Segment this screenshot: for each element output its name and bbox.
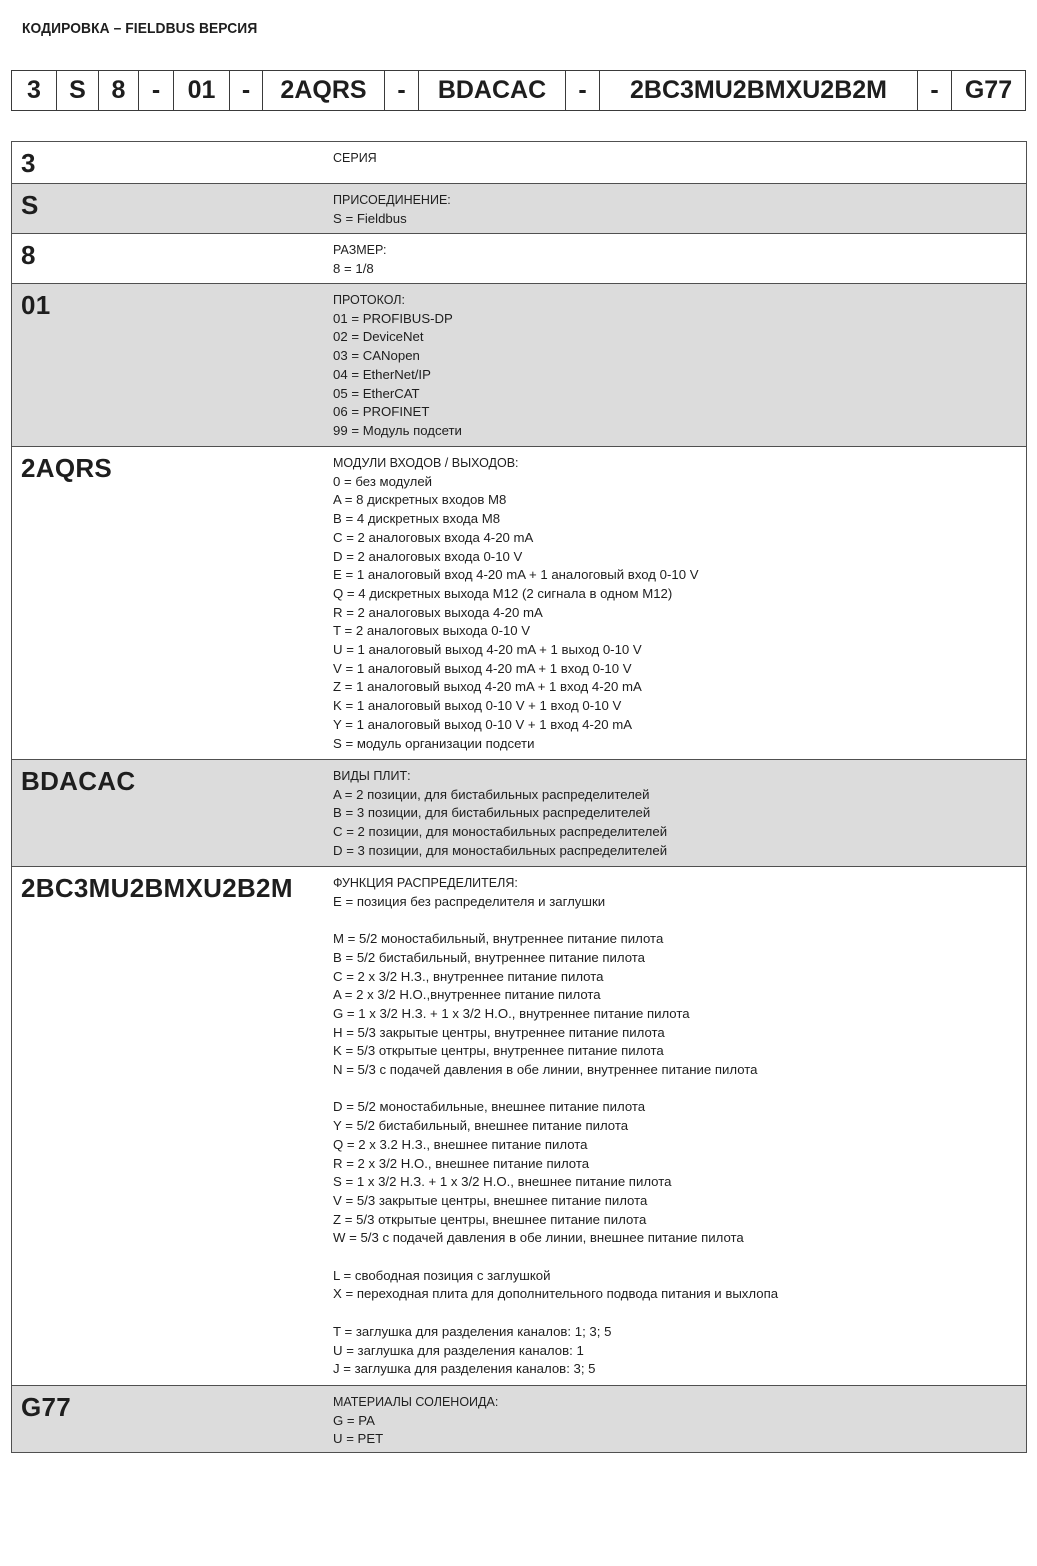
option-line: 8 = 1/8 — [333, 260, 374, 276]
option-line: B = 4 дискретных входа M8 — [333, 511, 501, 527]
option-line: 02 = DeviceNet — [333, 329, 424, 345]
option-line: V = 1 аналоговый выход 4-20 mA + 1 вход 0-10 V — [333, 660, 632, 676]
row-heading: МАТЕРИАЛЫ СОЛЕНОИДА: — [333, 1395, 499, 1409]
option-line: Q = 2 x 3.2 Н.З., внешнее питание пилота — [333, 1136, 588, 1152]
option-line: S = Fieldbus — [333, 210, 407, 226]
code-segment-dash: - — [138, 71, 173, 110]
code-segment-bases: BDACAC — [418, 71, 565, 110]
option-line: 04 = EtherNet/IP — [333, 366, 431, 382]
code-segment-valve-function: 2BC3MU2BMXU2B2M — [599, 71, 917, 110]
option-line: C = 2 x 3/2 Н.З., внутреннее питание пилота — [333, 968, 604, 984]
option-line: 05 = EtherCAT — [333, 385, 420, 401]
option-line: A = 8 дискретных входов M8 — [333, 492, 507, 508]
row-description — [333, 867, 1026, 1385]
option-line: S = модуль организации подсети — [333, 735, 535, 751]
option-line: D = 5/2 моностабильные, внешнее питание пилота — [333, 1099, 646, 1115]
option-line: Z = 5/3 открытые центры, внешнее питание пилота — [333, 1211, 647, 1227]
row-code: G77 — [21, 1392, 72, 1422]
row-heading: МОДУЛИ ВХОДОВ / ВЫХОДОВ: — [333, 456, 519, 470]
spacer — [333, 1304, 1018, 1323]
table-row — [12, 142, 1026, 183]
code-segment-size: 8 — [98, 71, 138, 110]
code-segment-dash: - — [384, 71, 418, 110]
row-code: 01 — [21, 290, 51, 320]
option-line: Z = 1 аналоговый выход 4-20 mA + 1 вход 4-20 mA — [333, 679, 642, 695]
table-row — [12, 233, 1026, 283]
option-line: A = 2 позиции, для бистабильных распределителей — [333, 786, 650, 802]
table-row — [12, 1385, 1026, 1452]
table-row — [12, 183, 1026, 233]
option-line: T = заглушка для разделения каналов: 1; 3; 5 — [333, 1323, 612, 1339]
option-line: J = заглушка для разделения каналов: 3; 5 — [333, 1361, 596, 1377]
row-description — [333, 760, 1026, 866]
row-code: 2AQRS — [21, 453, 113, 483]
table-row — [12, 283, 1026, 446]
option-line: Y = 1 аналоговый выход 0-10 V + 1 вход 4-20 mA — [333, 716, 632, 732]
row-heading: ПРИСОЕДИНЕНИЕ: — [333, 193, 451, 207]
option-line: 06 = PROFINET — [333, 404, 430, 420]
option-line: W = 5/3 с подачей давления в обе линии, внешнее питание пилота — [333, 1230, 744, 1246]
code-segment-solenoid: G77 — [951, 71, 1026, 110]
code-segment-connection: S — [56, 71, 98, 110]
row-description — [333, 447, 1026, 759]
row-code: 3 — [21, 148, 36, 178]
option-line: K = 5/3 открытые центры, внутреннее питание пилота — [333, 1043, 664, 1059]
row-description — [333, 142, 1026, 183]
option-line: U = 1 аналоговый выход 4-20 mA + 1 выход 0-10 V — [333, 642, 642, 658]
option-line: D = 2 аналоговых входа 0-10 V — [333, 548, 523, 564]
code-segment-io-modules: 2AQRS — [262, 71, 384, 110]
code-segment-dash: - — [229, 71, 262, 110]
option-line: A = 2 x 3/2 Н.О.,внутреннее питание пилота — [333, 987, 601, 1003]
option-line: L = свободная позиция с заглушкой — [333, 1267, 551, 1283]
option-line: 99 = Модуль подсети — [333, 422, 462, 438]
option-line: 01 = PROFIBUS-DP — [333, 310, 453, 326]
option-line: C = 2 позиции, для моностабильных распределителей — [333, 824, 668, 840]
row-code: 8 — [21, 240, 36, 270]
row-heading: ПРОТОКОЛ: — [333, 293, 405, 307]
code-bar — [11, 70, 1026, 111]
page-title: КОДИРОВКА – FIELDBUS ВЕРСИЯ — [22, 20, 258, 37]
row-description — [333, 184, 1026, 233]
coding-table — [11, 141, 1027, 1453]
option-line: E = позиция без распределителя и заглушки — [333, 893, 606, 909]
option-line: C = 2 аналоговых входа 4-20 mA — [333, 529, 534, 545]
option-line: U = PET — [333, 1431, 384, 1447]
option-line: G = PA — [333, 1412, 375, 1428]
row-heading: ВИДЫ ПЛИТ: — [333, 769, 411, 783]
option-line: E = 1 аналоговый вход 4-20 mA + 1 аналоговый вход 0-10 V — [333, 567, 699, 583]
option-line: D = 3 позиции, для моностабильных распределителей — [333, 842, 668, 858]
code-segment-protocol: 01 — [173, 71, 229, 110]
option-line: V = 5/3 закрытые центры, внешнее питание пилота — [333, 1192, 648, 1208]
table-row — [12, 866, 1026, 1385]
code-segment-series: 3 — [11, 71, 56, 110]
option-line: Q = 4 дискретных выхода M12 (2 сигнала в одном M12) — [333, 585, 673, 601]
spacer — [333, 911, 1018, 930]
table-row — [12, 446, 1026, 759]
spacer — [333, 1248, 1018, 1267]
option-line: S = 1 x 3/2 Н.З. + 1 x 3/2 Н.О., внешнее питание пилота — [333, 1174, 672, 1190]
row-description — [333, 234, 1026, 283]
option-line: X = переходная плита для дополнительного подвода питания и выхлопа — [333, 1286, 779, 1302]
row-heading: ФУНКЦИЯ РАСПРЕДЕЛИТЕЛЯ: — [333, 876, 518, 890]
option-line: T = 2 аналоговых выхода 0-10 V — [333, 623, 531, 639]
option-line: R = 2 аналоговых выхода 4-20 mA — [333, 604, 543, 620]
row-heading: РАЗМЕР: — [333, 243, 387, 257]
row-description — [333, 1386, 1026, 1452]
row-code: 2BC3MU2BMXU2B2M — [21, 873, 293, 903]
code-segment-dash: - — [917, 71, 951, 110]
option-line: B = 3 позиции, для бистабильных распределителей — [333, 805, 651, 821]
option-line: H = 5/3 закрытые центры, внутреннее питание пилота — [333, 1024, 665, 1040]
row-code: S — [21, 190, 39, 220]
code-segment-dash: - — [565, 71, 599, 110]
row-description — [333, 284, 1026, 446]
option-line: K = 1 аналоговый выход 0-10 V + 1 вход 0-10 V — [333, 698, 622, 714]
option-line: G = 1 x 3/2 Н.З. + 1 x 3/2 Н.О., внутреннее питание пилота — [333, 1005, 690, 1021]
option-line: Y = 5/2 бистабильный, внешнее питание пилота — [333, 1118, 629, 1134]
option-line: B = 5/2 бистабильный, внутреннее питание пилота — [333, 949, 645, 965]
option-line: M = 5/2 моностабильный, внутреннее питание пилота — [333, 931, 664, 947]
option-line: 0 = без модулей — [333, 473, 433, 489]
option-line: N = 5/3 с подачей давления в обе линии, внутреннее питание пилота — [333, 1062, 758, 1078]
option-line: 03 = CANopen — [333, 348, 420, 364]
option-line: U = заглушка для разделения каналов: 1 — [333, 1342, 584, 1358]
table-row — [12, 759, 1026, 866]
row-code: BDACAC — [21, 766, 136, 796]
row-heading: СЕРИЯ — [333, 151, 377, 165]
spacer — [333, 1080, 1018, 1099]
option-line: R = 2 x 3/2 Н.О., внешнее питание пилота — [333, 1155, 590, 1171]
